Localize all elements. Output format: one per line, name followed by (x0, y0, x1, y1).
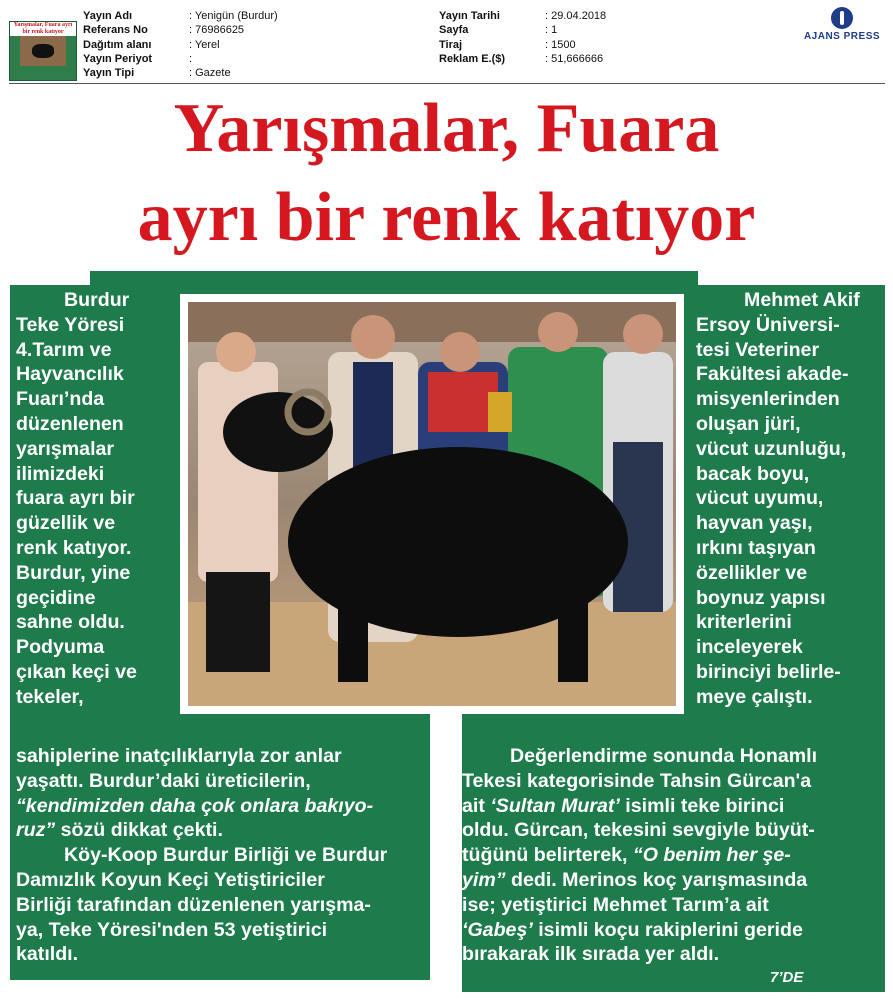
text-line: Podyuma (16, 636, 105, 659)
text-line: birinciyi belirle- (696, 660, 841, 683)
text-line: boynuz yapısı (696, 586, 826, 609)
meta-row (83, 52, 278, 66)
text-line: Ersoy Üniversi- (696, 313, 840, 336)
text-line (462, 918, 817, 943)
meta-value: : 76986625 (189, 24, 245, 37)
text-line: bırakarak ilk sırada yer aldı. (462, 943, 720, 966)
text-line: sahiplerine inatçılıklarıyla zor anlar (16, 745, 342, 767)
headline-line-1: Yarışmalar, Fuara (173, 90, 720, 167)
text-line: yaşattı. Burdur’daki üreticilerin, (16, 769, 311, 792)
meta-key: Referans No (83, 24, 148, 37)
text-line: Değerlendirme sonunda Honamlı (510, 745, 818, 767)
text-line: Mehmet Akif (744, 289, 860, 311)
text-fragment: isimli teke birinci (619, 794, 785, 817)
text-line: Teke Yöresi (16, 313, 125, 336)
text-line (462, 794, 817, 819)
article-photo (188, 302, 676, 706)
clipping-thumbnail (9, 21, 77, 81)
article-left-column (16, 288, 137, 710)
meta-value: : (189, 52, 193, 65)
text-fragment: tüğünü belirterek, (462, 844, 633, 867)
text-line: özellikler ve (696, 561, 808, 584)
publication-meta-right (439, 9, 606, 66)
headline-line-2: ayrı bir renk katıyor (137, 179, 756, 256)
text-line: vücut uyumu, (696, 487, 824, 510)
article-bottom-right-text (462, 744, 817, 967)
publication-meta-left (83, 9, 278, 80)
text-line: oluşan jüri, (696, 412, 801, 435)
meta-key: Yayın Tarihi (439, 10, 500, 22)
text-line: Tekesi kategorisinde Tahsin Gürcan'a (462, 769, 812, 792)
text-line: tesi Veteriner (696, 338, 820, 361)
text-line: 4.Tarım ve (16, 338, 112, 361)
text-line: yarışmalar (16, 437, 115, 460)
text-line: Birliği tarafından düzenlenen yarışma- (16, 893, 371, 916)
text-fragment: ait (462, 794, 491, 817)
text-fragment: sözü dikkat çekti. (55, 819, 223, 842)
meta-value: : Yenigün (Burdur) (189, 10, 278, 22)
meta-key: Sayfa (439, 24, 469, 37)
text-line: çıkan keçi ve (16, 660, 137, 683)
text-line: Hayvancılık (16, 363, 124, 386)
meta-row (439, 52, 606, 66)
text-line: düzenlenen (16, 412, 124, 435)
meta-row (83, 9, 278, 23)
meta-value: : 51,666666 (545, 52, 604, 65)
meta-key: Yayın Adı (83, 10, 133, 22)
text-line: ırkını taşıyan (696, 536, 816, 559)
quote-text: “kendimizden daha çok onlara bakıyo- (16, 794, 374, 817)
text-line: geçidine (16, 586, 96, 609)
meta-value: : Yerel (189, 38, 220, 51)
text-fragment: isimli koçu rakiplerini geride (532, 918, 803, 941)
text-line (16, 794, 387, 819)
text-line: tekeler, (16, 685, 84, 708)
meta-row (439, 23, 606, 37)
text-line: kriterlerini (696, 611, 792, 634)
text-line: Burdur, yine (16, 561, 131, 584)
text-fragment: dedi. Merinos koç yarışmasında (505, 868, 808, 891)
article-top-band (90, 271, 698, 295)
meta-value: : 1 (545, 24, 558, 37)
text-line: Köy-Koop Burdur Birliği ve Burdur (64, 844, 388, 867)
text-line: renk katıyor. (16, 536, 132, 559)
quote-text: “O benim her şe- (632, 844, 791, 867)
text-line: Fuarı’nda (16, 388, 105, 411)
text-line: misyenlerinden (696, 388, 840, 411)
article-right-column (696, 288, 860, 710)
goat-name: ‘Sultan Murat’ (490, 794, 620, 817)
text-line: hayvan yaşı, (696, 512, 813, 535)
ram-name: ‘Gabeş’ (462, 918, 533, 941)
logo-icon (831, 7, 853, 29)
meta-value: : 29.04.2018 (545, 10, 607, 22)
article-photo-frame (180, 294, 684, 714)
meta-row (83, 23, 278, 37)
meta-value: : 1500 (545, 38, 576, 51)
meta-key: Yayın Tipi (83, 67, 135, 80)
text-line (462, 868, 817, 893)
logo-text: AJANS PRESS (803, 31, 881, 42)
text-line (462, 843, 817, 868)
text-line: ilimizdeki (16, 462, 105, 485)
text-line: meye çalıştı. (696, 685, 813, 708)
meta-value: : Gazete (189, 67, 231, 80)
text-line: Burdur (64, 289, 130, 311)
quote-text: ruz” (16, 819, 56, 842)
text-line: vücut uzunluğu, (696, 437, 847, 460)
meta-row (83, 66, 278, 80)
text-line: oldu. Gürcan, tekesini sevgiyle büyüt- (462, 819, 815, 842)
meta-row (83, 38, 278, 52)
meta-key: Reklam E.($) (439, 52, 506, 65)
text-line: Damızlık Koyun Keçi Yetiştiriciler (16, 868, 325, 891)
text-line: fuara ayrı bir (16, 487, 135, 510)
text-line: ise; yetiştirici Mehmet Tarım’a ait (462, 893, 769, 916)
article-bottom-left-text (16, 744, 387, 967)
text-line: Fakültesi akade- (696, 363, 849, 386)
ajans-press-logo (797, 7, 887, 42)
text-line: sahne oldu. (16, 611, 125, 634)
text-line: güzellik ve (16, 512, 116, 535)
text-line: katıldı. (16, 943, 79, 966)
quote-text: yim” (462, 868, 506, 891)
meta-key: Yayın Periyot (83, 52, 153, 65)
meta-row (439, 9, 606, 23)
meta-row (439, 38, 606, 52)
text-line: ya, Teke Yöresi'nden 53 yetiştirici (16, 918, 328, 941)
text-line: bacak boyu, (696, 462, 810, 485)
continued-page-ref: 7’DE (770, 969, 804, 986)
meta-key: Dağıtım alanı (83, 38, 152, 51)
header-divider (9, 83, 885, 84)
text-line (16, 818, 387, 843)
meta-key: Tiraj (439, 38, 463, 51)
thumbnail-title: Yarışmalar, Fuara ayrı bir renk katıyor (10, 22, 76, 36)
text-line: inceleyerek (696, 636, 803, 659)
thumbnail-photo (20, 36, 66, 66)
